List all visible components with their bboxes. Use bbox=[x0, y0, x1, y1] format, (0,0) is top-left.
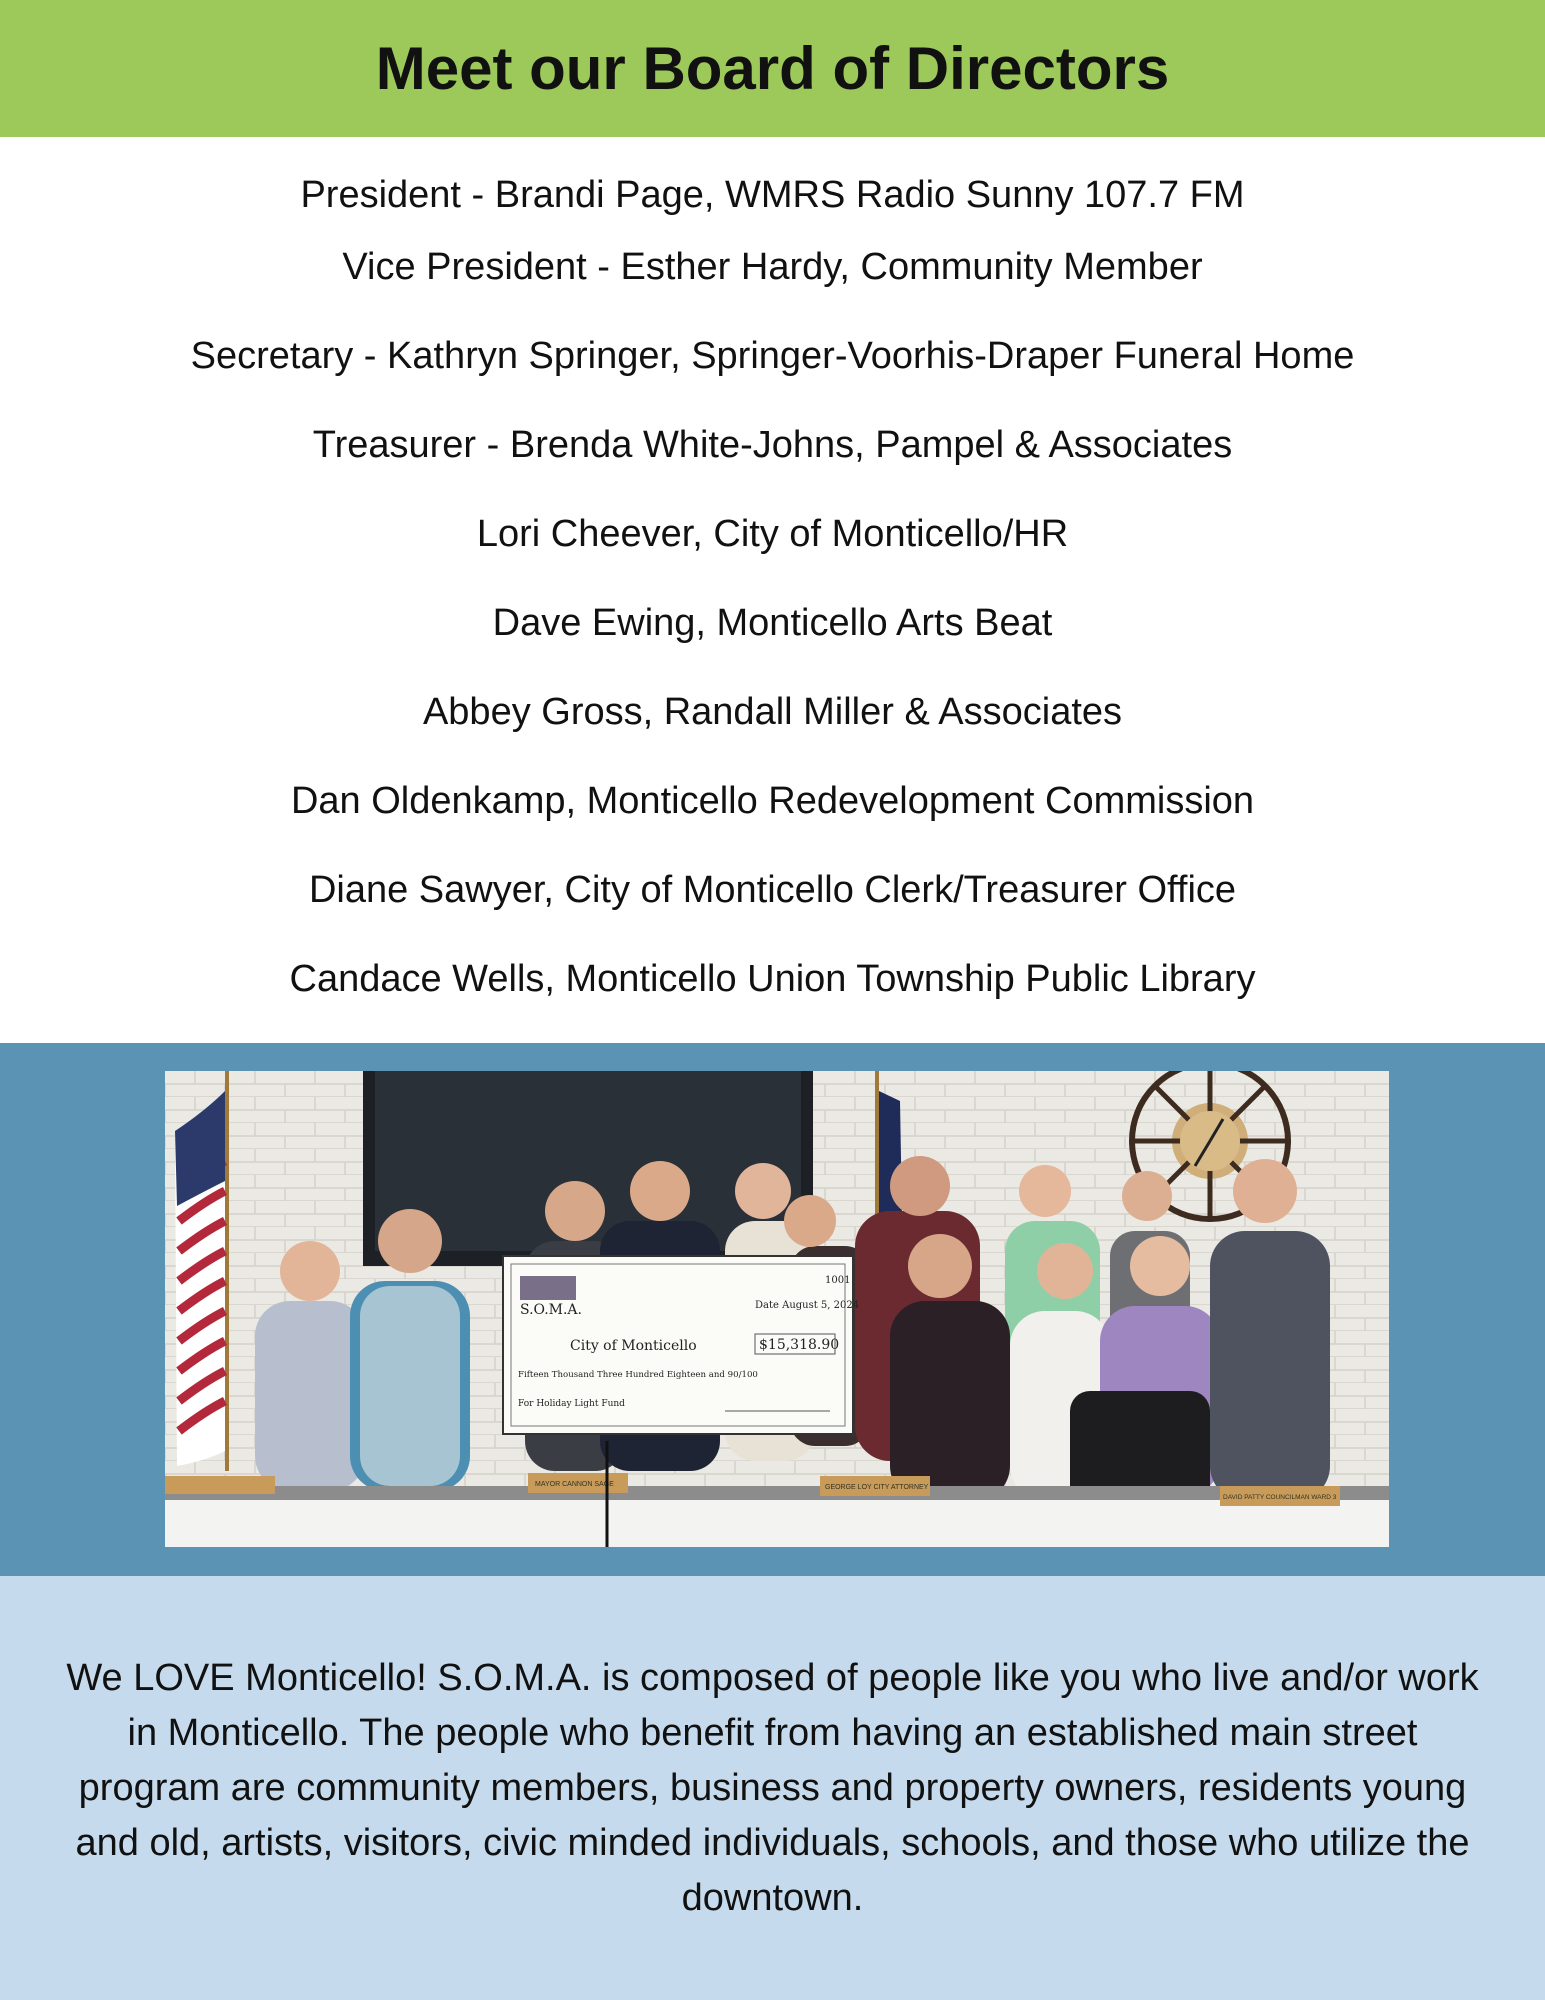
board-member-president: President - Brandi Page, WMRS Radio Sunny 107.7 FM bbox=[300, 174, 1245, 216]
check-org: S.O.M.A. bbox=[520, 1302, 582, 1318]
about-text: We LOVE Monticello! S.O.M.A. is composed of people like you who live and/or work in Monticello. The people who benefit from having an established main street program are community members, business and property owners, residents young and old, artists, visitors, civic minded individuals, schools, and those who utilize the downtown. bbox=[66, 1656, 1479, 1919]
about-section bbox=[0, 1576, 1545, 2000]
check-payee: City of Monticello bbox=[570, 1338, 697, 1354]
check-written-amount: Fifteen Thousand Three Hundred Eighteen and 90/100 bbox=[518, 1370, 758, 1380]
board-member-vice-president: Vice President - Esther Hardy, Community Member bbox=[342, 246, 1203, 288]
us-flag-icon bbox=[175, 1071, 227, 1471]
board-member-treasurer: Treasurer - Brenda White-Johns, Pampel & Associates bbox=[312, 424, 1233, 466]
check-amount: $15,318.90 bbox=[759, 1337, 840, 1353]
board-member: Abbey Gross, Randall Miller & Associates bbox=[422, 691, 1123, 733]
nameplate: DAVID PATTY COUNCILMAN WARD 3 bbox=[1223, 1494, 1337, 1501]
page-title: Meet our Board of Directors bbox=[375, 35, 1170, 102]
check-number: 1001 bbox=[825, 1275, 851, 1286]
board-member: Dave Ewing, Monticello Arts Beat bbox=[492, 602, 1053, 644]
check-memo: For Holiday Light Fund bbox=[518, 1399, 625, 1409]
board-member: Diane Sawyer, City of Monticello Clerk/Treasurer Office bbox=[308, 869, 1237, 911]
board-member: Lori Cheever, City of Monticello/HR bbox=[476, 513, 1069, 555]
group-photo-illustration bbox=[165, 1071, 1389, 1547]
board-member: Dan Oldenkamp, Monticello Redevelopment Commission bbox=[290, 780, 1255, 822]
group-photo bbox=[165, 1071, 1389, 1547]
nameplate: MAYOR CANNON SAGE bbox=[535, 1481, 614, 1488]
donation-check bbox=[503, 1256, 859, 1434]
check-date: Date August 5, 2024 bbox=[755, 1300, 860, 1311]
board-member: Candace Wells, Monticello Union Township Public Library bbox=[289, 958, 1256, 1000]
header-banner bbox=[0, 0, 1545, 137]
board-member-list bbox=[0, 137, 1545, 1043]
nameplate: GEORGE LOY CITY ATTORNEY bbox=[825, 1484, 929, 1491]
board-member-secretary: Secretary - Kathryn Springer, Springer-Voorhis-Draper Funeral Home bbox=[190, 335, 1355, 377]
photo-band bbox=[0, 1043, 1545, 1576]
